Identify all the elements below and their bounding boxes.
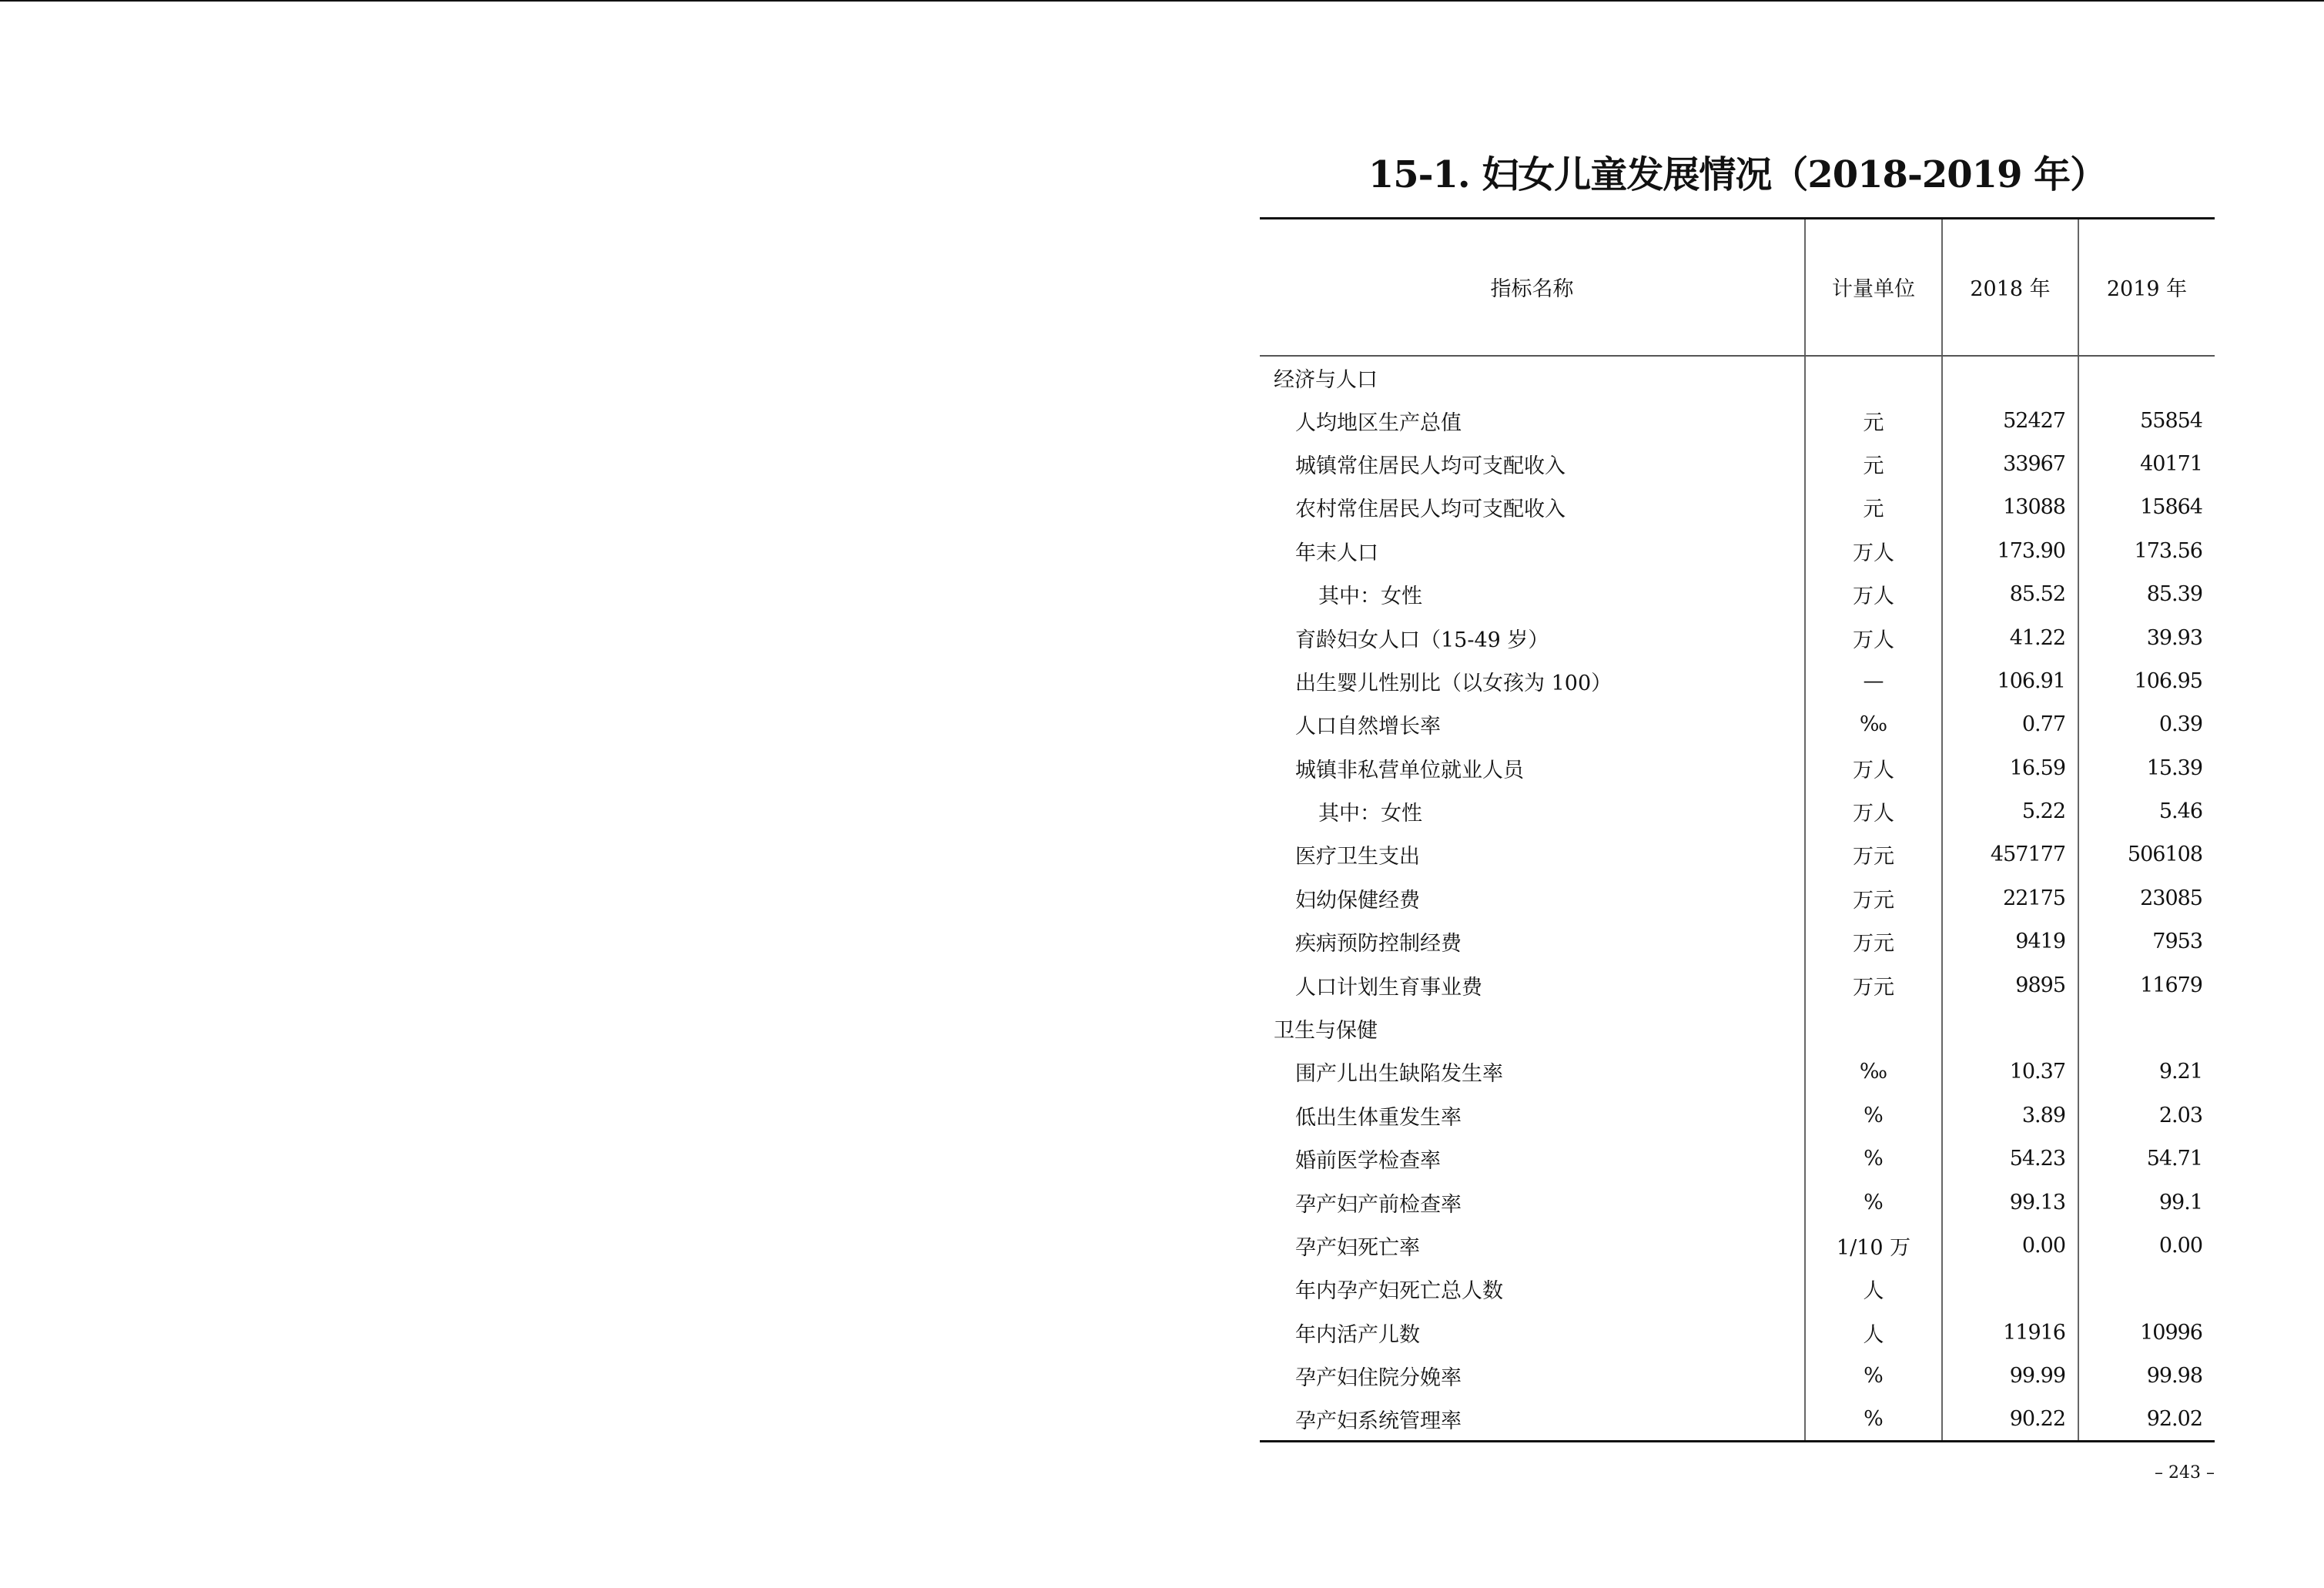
unit-cell: 人: [1805, 1268, 1942, 1311]
top-border-rule: [0, 0, 2324, 2]
value-2018-cell: 90.22: [1942, 1398, 2078, 1441]
value-2018-cell: 52427: [1942, 399, 2078, 442]
header-indicator-name: 指标名称: [1260, 219, 1805, 356]
value-2018-cell: 99.99: [1942, 1354, 2078, 1397]
unit-cell: 元: [1805, 399, 1942, 442]
table-row: [1260, 1137, 2215, 1181]
value-2019-cell: 85.39: [2078, 572, 2215, 615]
value-2019-cell: 23085: [2078, 876, 2215, 920]
indicator-name-cell: 孕产妇产前检查率: [1295, 1192, 1462, 1217]
unit-cell: %: [1805, 1137, 1942, 1181]
indicator-name-cell: 年末人口: [1295, 541, 1378, 565]
table-row: [1260, 572, 2215, 615]
header-year-2018: 2018 年: [1942, 219, 2078, 356]
indicator-name-cell: 出生婴儿性别比（以女孩为 100）: [1295, 671, 1612, 695]
indicator-name-cell: 其中：女性: [1318, 802, 1422, 826]
value-2018-cell: 33967: [1942, 442, 2078, 485]
indicator-name-cell: 城镇非私营单位就业人员: [1295, 758, 1524, 782]
table-row: [1260, 659, 2215, 702]
value-2018-cell: 457177: [1942, 833, 2078, 876]
unit-cell: 人: [1805, 1311, 1942, 1354]
unit-cell: 万元: [1805, 963, 1942, 1007]
value-2018-cell: 85.52: [1942, 572, 2078, 615]
indicator-name-cell: 孕产妇死亡率: [1295, 1236, 1420, 1260]
unit-cell: %: [1805, 1094, 1942, 1137]
table-row: [1260, 963, 2215, 1007]
unit-cell: 元: [1805, 486, 1942, 529]
value-2019-cell: 92.02: [2078, 1398, 2215, 1441]
statistics-table: [1260, 217, 2215, 1442]
indicator-name-cell: 人口计划生育事业费: [1295, 975, 1482, 1000]
section-header-row: [1260, 1007, 2215, 1050]
value-2018-cell: 173.90: [1942, 529, 2078, 572]
value-2018-cell: 0.00: [1942, 1224, 2078, 1267]
unit-cell: ‰: [1805, 1050, 1942, 1094]
indicator-name-cell: 人均地区生产总值: [1295, 410, 1462, 435]
table-row: [1260, 616, 2215, 659]
unit-cell: 万人: [1805, 616, 1942, 659]
value-2018-cell: 11916: [1942, 1311, 2078, 1354]
value-2018-cell: 5.22: [1942, 789, 2078, 833]
unit-cell: 万元: [1805, 876, 1942, 920]
value-2019-cell: 39.93: [2078, 616, 2215, 659]
indicator-name-cell: 农村常住居民人均可支配收入: [1295, 498, 1566, 522]
table-row: [1260, 1398, 2215, 1441]
value-2018-cell: [1942, 1268, 2078, 1311]
value-2019-cell: 173.56: [2078, 529, 2215, 572]
indicator-name-cell: 疾病预防控制经费: [1295, 932, 1462, 956]
unit-cell: 万人: [1805, 572, 1942, 615]
indicator-name-cell: 婚前医学检查率: [1295, 1149, 1441, 1174]
value-2018-cell: 0.77: [1942, 703, 2078, 746]
value-2018-cell: 10.37: [1942, 1050, 2078, 1094]
unit-cell: 万人: [1805, 746, 1942, 789]
value-2019-cell: 7953: [2078, 920, 2215, 963]
value-2019-cell: [2078, 1007, 2215, 1050]
table-row: [1260, 529, 2215, 572]
indicator-name-cell: 孕产妇系统管理率: [1260, 1398, 1805, 1441]
value-2019-cell: [2078, 1268, 2215, 1311]
value-2018-cell: 3.89: [1942, 1094, 2078, 1137]
unit-cell: —: [1805, 659, 1942, 702]
table-row: [1260, 486, 2215, 529]
value-2019-cell: 15864: [2078, 486, 2215, 529]
value-2019-cell: 10996: [2078, 1311, 2215, 1354]
table-row: [1260, 789, 2215, 833]
indicator-name-cell: 年内孕产妇死亡总人数: [1295, 1279, 1503, 1304]
value-2019-cell: 99.98: [2078, 1354, 2215, 1397]
table-row: [1260, 1050, 2215, 1094]
value-2019-cell: 15.39: [2078, 746, 2215, 789]
value-2019-cell: 506108: [2078, 833, 2215, 876]
table-row: [1260, 746, 2215, 789]
value-2019-cell: 40171: [2078, 442, 2215, 485]
value-2019-cell: 54.71: [2078, 1137, 2215, 1181]
table-row: [1260, 876, 2215, 920]
unit-cell: 万元: [1805, 920, 1942, 963]
unit-cell: [1805, 1007, 1942, 1050]
unit-cell: 万人: [1805, 789, 1942, 833]
table-header-row: [1260, 219, 2215, 356]
unit-cell: %: [1805, 1354, 1942, 1397]
indicator-name-cell: 低出生体重发生率: [1295, 1105, 1462, 1130]
header-unit: 计量单位: [1805, 219, 1942, 356]
value-2019-cell: 0.00: [2078, 1224, 2215, 1267]
indicator-name-cell: 医疗卫生支出: [1295, 845, 1420, 869]
table-row: [1260, 1224, 2215, 1267]
table-row: [1260, 1268, 2215, 1311]
indicator-name-cell: 育龄妇女人口（15-49 岁）: [1295, 628, 1549, 652]
table-row: [1260, 442, 2215, 485]
value-2018-cell: 16.59: [1942, 746, 2078, 789]
page-title: 15-1. 妇女儿童发展情况（2018-2019 年）: [1368, 153, 2107, 197]
table-body: [1260, 356, 2215, 1442]
table-row: [1260, 703, 2215, 746]
value-2019-cell: 0.39: [2078, 703, 2215, 746]
value-2019-cell: 2.03: [2078, 1094, 2215, 1137]
value-2019-cell: 9.21: [2078, 1050, 2215, 1094]
table-row: [1260, 399, 2215, 442]
unit-cell: 万人: [1805, 529, 1942, 572]
value-2019-cell: [2078, 356, 2215, 399]
indicator-name-cell: 围产儿出生缺陷发生率: [1295, 1062, 1503, 1087]
table-row: [1260, 920, 2215, 963]
indicator-name-cell: 城镇常住居民人均可支配收入: [1295, 454, 1566, 478]
unit-cell: 元: [1805, 442, 1942, 485]
unit-cell: 万元: [1805, 833, 1942, 876]
value-2018-cell: [1942, 356, 2078, 399]
value-2018-cell: 41.22: [1942, 616, 2078, 659]
value-2018-cell: 13088: [1942, 486, 2078, 529]
table-row: [1260, 1311, 2215, 1354]
indicator-name-cell: 卫生与保健: [1274, 1019, 1378, 1044]
table-row: [1260, 833, 2215, 876]
indicator-name-cell: 孕产妇住院分娩率: [1295, 1366, 1462, 1391]
unit-cell: 1/10 万: [1805, 1224, 1942, 1267]
value-2018-cell: 99.13: [1942, 1181, 2078, 1224]
unit-cell: [1805, 356, 1942, 399]
indicator-name-cell: 妇幼保健经费: [1295, 888, 1420, 913]
value-2019-cell: 55854: [2078, 399, 2215, 442]
header-year-2019: 2019 年: [2078, 219, 2215, 356]
section-header-row: [1260, 356, 2215, 399]
unit-cell: %: [1805, 1181, 1942, 1224]
value-2018-cell: 106.91: [1942, 659, 2078, 702]
value-2018-cell: 9419: [1942, 920, 2078, 963]
value-2018-cell: 9895: [1942, 963, 2078, 1007]
table-row: [1260, 1181, 2215, 1224]
indicator-name-cell: 人口自然增长率: [1295, 715, 1441, 739]
indicator-name-cell: 经济与人口: [1274, 367, 1378, 392]
unit-cell: ‰: [1805, 703, 1942, 746]
value-2018-cell: 22175: [1942, 876, 2078, 920]
table-row: [1260, 1094, 2215, 1137]
value-2019-cell: 11679: [2078, 963, 2215, 1007]
table-row: [1260, 1354, 2215, 1397]
value-2019-cell: 106.95: [2078, 659, 2215, 702]
value-2019-cell: 99.1: [2078, 1181, 2215, 1224]
page-number: – 243 –: [2155, 1463, 2215, 1482]
value-2018-cell: 54.23: [1942, 1137, 2078, 1181]
value-2018-cell: [1942, 1007, 2078, 1050]
indicator-name-cell: 其中：女性: [1318, 585, 1422, 609]
unit-cell: %: [1805, 1398, 1942, 1441]
indicator-name-cell: 年内活产儿数: [1295, 1322, 1420, 1347]
value-2019-cell: 5.46: [2078, 789, 2215, 833]
